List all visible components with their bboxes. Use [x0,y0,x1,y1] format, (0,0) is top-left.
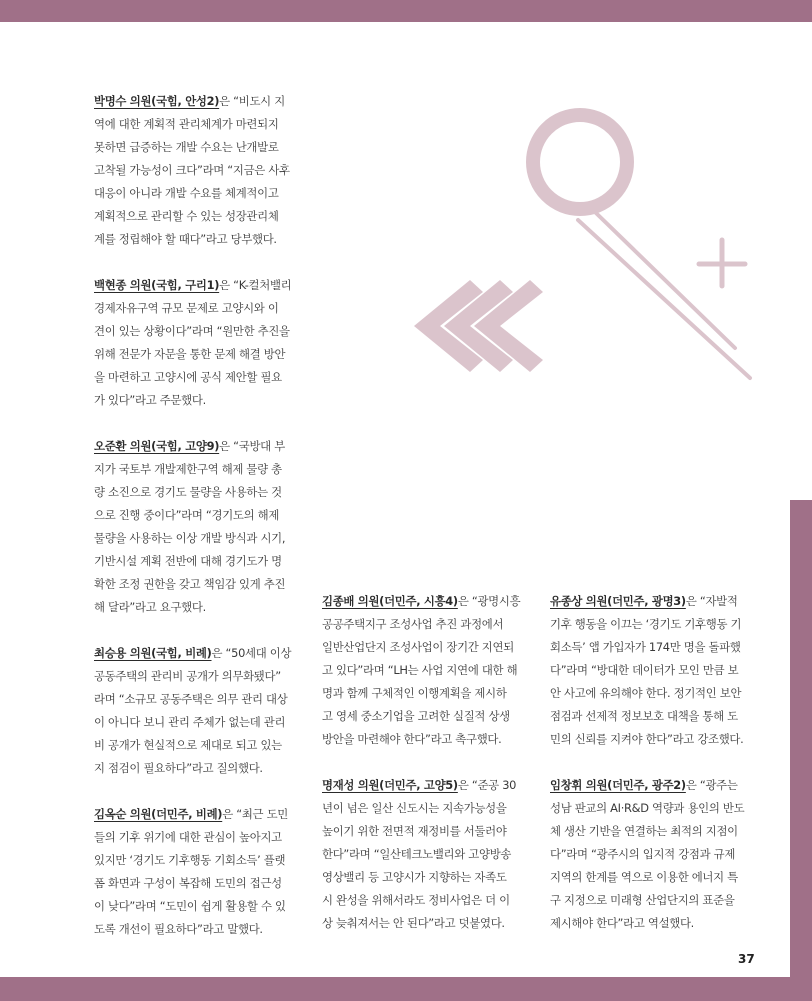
quote-line: 기후 행동을 이끄는 ‘경기도 기후행동 기 [550,617,742,631]
quote-line: 역에 대한 계획적 관리체계가 마련되지 [94,117,279,131]
quote-text: 은 “최근 도민 [222,807,288,821]
quote-line: 성남 판교의 AI·R&D 역량과 용인의 반도 [550,801,745,815]
quote-paragraph [94,642,291,780]
quote-paragraph [94,274,291,412]
quote-line [550,590,744,613]
quote-text: 은 “비도시 지 [219,94,285,108]
quote-line [94,90,291,113]
quote-line: 안 사고에 유의해야 한다. 정기적인 보안 [550,686,742,700]
circle-shape [533,115,627,209]
quote-text: 은 “광주는 [685,778,738,792]
speaker-name: 오준환 의원(국힘, 고양9) [94,439,220,453]
column-middle [322,590,520,935]
quote-line: 구 지정으로 미래형 산업단지의 표준을 [550,893,735,907]
quote-text: 은 “자발적 [685,594,738,608]
quote-line: 견이 있는 상황이다”라며 “원만한 추진을 [94,324,290,338]
quote-line [322,590,520,613]
quote-line: 이 아니다 보니 관리 주체가 없는데 관리 [94,715,286,729]
speaker-name: 백현종 의원(국힘, 구리1) [94,278,220,292]
quote-line: 있지만 ‘경기도 기후행동 기회소득’ 플랫 [94,853,286,867]
chevron-arrows-icon [414,280,543,372]
quote-line: 체 생산 기반을 연결하는 최적의 지점이 [550,824,738,838]
quote-line: 계획적으로 관리할 수 있는 성장관리체 [94,209,279,223]
quote-line [322,774,520,797]
quote-line: 민의 신뢰를 지켜야 한다”라고 강조했다. [550,732,744,746]
quote-line: 일반산업단지 조성사업이 장기간 지연되 [322,640,514,654]
quote-line: 다”라며 “방대한 데이터가 모인 만큼 보 [550,663,739,677]
quote-line: 고 영세 중소기업을 고려한 실질적 상생 [322,709,510,723]
top-color-bar [0,0,812,22]
quote-line: 지가 국토부 개발제한구역 해제 물량 총 [94,462,282,476]
quote-paragraph [94,90,291,251]
quote-line: 못하면 급증하는 개발 수요는 난개발로 [94,140,279,154]
quote-line: 비 공개가 현실적으로 제대로 되고 있는 [94,738,282,752]
decoration-graphic [400,80,780,400]
quote-line: 공공주택지구 조성사업 추진 과정에서 [322,617,504,631]
quote-line [94,435,291,458]
quote-text: 은 “50세대 이상 [211,646,292,660]
quote-paragraph [94,803,291,941]
quote-paragraph [322,590,520,751]
plus-icon [699,240,745,286]
quote-line: 점검과 선제적 정보보호 대책을 통해 도 [550,709,738,723]
quote-text: 은 “광명시흥 [457,594,521,608]
speaker-name: 유종상 의원(더민주, 광명3) [550,594,686,608]
quote-line: 시 완성을 위해서라도 정비사업은 더 이 [322,893,510,907]
side-color-bar [790,500,812,1001]
quote-line: 물량을 사용하는 이상 개발 방식과 시기, [94,531,286,545]
quote-line: 계를 정립해야 할 때다”라고 당부했다. [94,232,277,246]
speaker-name: 김종배 의원(더민주, 시흥4) [322,594,458,608]
quote-line: 고착될 가능성이 크다”라며 “지금은 사후 [94,163,290,177]
quote-line: 높이기 위한 전면적 재정비를 서둘러야 [322,824,507,838]
quote-line: 도록 개선이 필요하다”라고 말했다. [94,922,263,936]
quote-line [550,774,744,797]
quote-paragraph [94,435,291,619]
quote-text: 은 “K-컬처밸리 [219,278,292,292]
quote-paragraph [322,774,520,935]
quote-line: 위해 전문가 자문을 통한 문제 해결 방안 [94,347,286,361]
page-number: 37 [738,952,755,966]
quote-paragraph [550,774,744,935]
quote-line: 해 달라”라고 요구했다. [94,600,206,614]
speaker-name: 최승용 의원(국힘, 비례) [94,646,212,660]
quote-line: 으로 진행 중이다”라며 “경기도의 해제 [94,508,280,522]
quote-line: 상 늦춰져서는 안 된다”라고 덧붙였다. [322,916,505,930]
speaker-name: 명재성 의원(더민주, 고양5) [322,778,458,792]
quote-line: 지 점검이 필요하다”라고 질의했다. [94,761,263,775]
quote-line [94,803,291,826]
quote-line: 들의 기후 위기에 대한 관심이 높아지고 [94,830,282,844]
quote-line: 제시해야 한다”라고 역설했다. [550,916,695,930]
diagonal-lines [578,213,750,378]
column-left [94,90,291,941]
quote-paragraph [550,590,744,751]
quote-line: 이 낮다”라며 “도민이 쉽게 활용할 수 있 [94,899,286,913]
quote-text: 은 “국방대 부 [219,439,285,453]
quote-line: 다”라며 “광주시의 입지적 강점과 규제 [550,847,736,861]
quote-line: 폼 화면과 구성이 복잡해 도민의 접근성 [94,876,282,890]
quote-line: 대응이 아니라 개발 수요를 체계적이고 [94,186,279,200]
speaker-name: 김옥순 의원(더민주, 비례) [94,807,223,821]
quote-line [94,274,291,297]
bottom-color-bar [0,977,812,1001]
quote-line: 공동주택의 관리비 공개가 의무화됐다” [94,669,281,683]
quote-text: 은 “준공 30 [457,778,517,792]
quote-line: 고 있다”라며 “LH는 사업 지연에 대한 해 [322,663,518,677]
quote-line: 회소득’ 앱 가입자가 174만 명을 돌파했 [550,640,741,654]
quote-line: 한다”라며 “일산테크노밸리와 고양방송 [322,847,512,861]
speaker-name: 임창휘 의원(더민주, 광주2) [550,778,686,792]
quote-line: 영상밸리 등 고양시가 지향하는 자족도 [322,870,507,884]
quote-line: 경제자유구역 규모 문제로 고양시와 이 [94,301,279,315]
quote-line: 라며 “소규모 공동주택은 의무 관리 대상 [94,692,288,706]
speaker-name: 박명수 의원(국힘, 안성2) [94,94,220,108]
column-right [550,590,744,935]
quote-line: 량 소진으로 경기도 물량을 사용하는 것 [94,485,282,499]
quote-line: 지역의 한계를 역으로 이용한 에너지 특 [550,870,738,884]
quote-line: 가 있다”라고 주문했다. [94,393,206,407]
quote-line: 년이 넘은 일산 신도시는 지속가능성을 [322,801,507,815]
quote-line: 기반시설 계획 전반에 대해 경기도가 명 [94,554,282,568]
quote-line: 을 마련하고 고양시에 공식 제안할 필요 [94,370,282,384]
quote-line: 확한 조정 권한을 갖고 책임감 있게 추진 [94,577,286,591]
quote-line [94,642,291,665]
quote-line: 방안을 마련해야 한다”라고 촉구했다. [322,732,502,746]
quote-line: 명과 함께 구체적인 이행계획을 제시하 [322,686,507,700]
